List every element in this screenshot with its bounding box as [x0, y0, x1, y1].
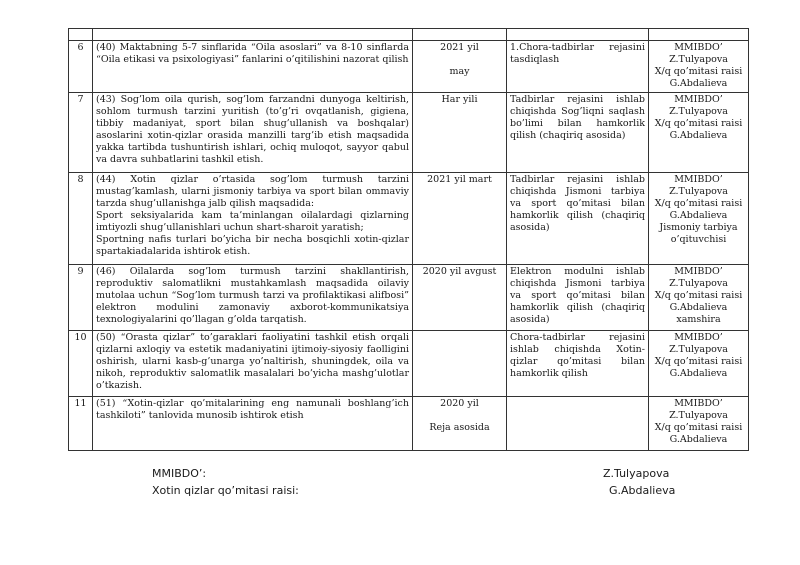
form-cell: Elektron modulni ishlab chiqishda Jismoni tarbiya va sport qo’mitasi bilan hamkorlik qilish (chaqiriq asosida) — [507, 265, 649, 331]
row-number: 11 — [69, 397, 93, 451]
table-row — [69, 265, 749, 331]
term-cell — [413, 265, 507, 331]
responsible-line: X/q qo’mitasi raisi — [654, 290, 743, 301]
signature-left-title: MMIBDO’: — [152, 467, 207, 480]
responsible-line: Z.Tulyapova — [669, 186, 728, 197]
responsible-line: X/q qo’mitasi raisi — [654, 118, 743, 129]
term-line: 2021 yil mart — [427, 174, 492, 185]
term-line: Reja asosida — [429, 422, 490, 433]
responsible-line: MMIBDO’ — [674, 42, 723, 53]
term-line: 2021 yil — [440, 42, 479, 53]
term-line: Har yili — [441, 94, 478, 105]
plan-table — [68, 28, 749, 451]
signature-left-role: Xotin qizlar qo’mitasi raisi: — [152, 484, 299, 497]
row-number: 8 — [69, 173, 93, 265]
table-row — [69, 93, 749, 173]
row-number: 10 — [69, 331, 93, 397]
table-row — [69, 331, 749, 397]
table-top-stub — [69, 29, 749, 41]
task-cell — [93, 173, 413, 265]
responsible-line: MMIBDO’ — [674, 94, 723, 105]
responsible-line: MMIBDO’ — [674, 398, 723, 409]
responsible-line: Z.Tulyapova — [669, 410, 728, 421]
responsible-cell — [649, 41, 749, 93]
form-cell: Chora-tadbirlar rejasini ishlab chiqishda Xotin-qizlar qo’mitasi bilan hamkorlik qilish — [507, 331, 649, 397]
responsible-line: X/q qo’mitasi raisi — [654, 422, 743, 433]
responsible-line: Z.Tulyapova — [669, 278, 728, 289]
table-row — [69, 397, 749, 451]
term-line: may — [449, 66, 470, 77]
responsible-line: G.Abdalieva — [669, 210, 728, 221]
form-cell — [507, 397, 649, 451]
task-cell: (40) Maktabning 5-7 sinflarida “Oila asoslari” va 8-10 sinflarda “Oila etikasi va psixologiyasi” fanlarini o’qitilishini nazorat qilish — [93, 41, 413, 93]
responsible-line: X/q qo’mitasi raisi — [654, 66, 743, 77]
responsible-line: o’qituvchisi — [670, 234, 727, 245]
responsible-cell — [649, 173, 749, 265]
row-number: 9 — [69, 265, 93, 331]
responsible-line: G.Abdalieva — [669, 78, 728, 89]
task-paragraph: Sportning nafis turlari bo’yicha bir necha bosqichli xotin-qizlar spartakiadalarida ishtirok etish. — [96, 234, 409, 257]
responsible-cell — [649, 331, 749, 397]
task-cell: (46) Oilalarda sog’lom turmush tarzini shakllantirish, reproduktiv salomatlikni mustahkamlash maqsadida oilaviy mutolaa uchun “Sog’lom turmush tarzi va profilaktikasi alifbosi” elektron modulini zamonaviy axborot-kommunikatsiya texnologiyalarini qo’llagan g’olda tarqatish. — [93, 265, 413, 331]
task-cell: (50) “Orasta qizlar” to’garaklari faoliyatini tashkil etish orqali qizlarni axloqiy va estetik madaniyatini ijtimoiy-siyosiy faolligini oshirish, ularni kasb-g’unarga yo’naltirish, shuningdek, oila va nikoh, reproduktiv salomatlik masalalari bo’yicha mashg’ulotlar o’tkazish. — [93, 331, 413, 397]
responsible-line: MMIBDO’ — [674, 174, 723, 185]
responsible-line: X/q qo’mitasi raisi — [654, 198, 743, 209]
table-row — [69, 41, 749, 93]
task-paragraph: (44) Xotin qizlar o’rtasida sog’lom turmush tarzini mustag’kamlash, ularni jismoniy tarbiya va sport bilan ommaviy tarzda shug’ullanishga jalb qilish maqsadida: — [96, 174, 409, 209]
responsible-line: G.Abdalieva — [669, 368, 728, 379]
row-number: 7 — [69, 93, 93, 173]
term-line: 2020 yil avgust — [422, 266, 497, 277]
row-number: 6 — [69, 41, 93, 93]
term-cell — [413, 331, 507, 397]
responsible-line: MMIBDO’ — [674, 266, 723, 277]
responsible-cell — [649, 397, 749, 451]
term-cell — [413, 93, 507, 173]
responsible-line: MMIBDO’ — [674, 332, 723, 343]
responsible-line: G.Abdalieva — [669, 130, 728, 141]
task-cell: (51) “Xotin-qizlar qo’mitalarining eng namunali boshlang’ich tashkiloti” tanlovida munosib ishtirok etish — [93, 397, 413, 451]
form-cell: Tadbirlar rejasini ishlab chiqishda Jismoni tarbiya va sport qo’mitasi bilan hamkorlik qilish (chaqiriq asosida) — [507, 173, 649, 265]
form-cell: 1.Chora-tadbirlar rejasini tasdiqlash — [507, 41, 649, 93]
responsible-line: X/q qo’mitasi raisi — [654, 356, 743, 367]
responsible-line: G.Abdalieva — [669, 302, 728, 313]
responsible-line: xamshira — [676, 314, 721, 325]
responsible-cell — [649, 265, 749, 331]
table-row — [69, 173, 749, 265]
task-cell: (43) Sog’lom oila qurish, sog’lom farzandni dunyoga keltirish, sohlom turmush tarzini yuritish (to’g’ri ovqatlanish, gigiena, tibbiy madaniyat, sport bilan shug’ullanish va boshqalar) asoslarini xotin-qizlar orasida manzilli targ’ib etish maqsadida yakka tartibda tushuntirish ishlari, ochiq muloqot, sayyor qabul va davra suhbatlarini tashkil etish. — [93, 93, 413, 173]
responsible-line: Z.Tulyapova — [669, 54, 728, 65]
responsible-line: Z.Tulyapova — [669, 106, 728, 117]
form-cell: Tadbirlar rejasini ishlab chiqishda Sog’liqni saqlash bo’limi bilan hamkorlik qilish (chaqiriq asosida) — [507, 93, 649, 173]
responsible-line: Jismoniy tarbiya — [659, 222, 738, 233]
signature-right-name-2: G.Abdalieva — [609, 484, 676, 497]
responsible-cell — [649, 93, 749, 173]
task-paragraph: Sport seksiyalarida kam ta’minlangan oilalardagi qizlarning imtiyozli shug’ullanishlari uchun shart-sharoit yaratish; — [96, 210, 409, 233]
responsible-line: Z.Tulyapova — [669, 344, 728, 355]
term-cell — [413, 173, 507, 265]
term-cell — [413, 397, 507, 451]
responsible-line: G.Abdalieva — [669, 434, 728, 445]
term-cell — [413, 41, 507, 93]
term-line: 2020 yil — [440, 398, 479, 409]
signature-right-name-1: Z.Tulyapova — [603, 467, 670, 480]
